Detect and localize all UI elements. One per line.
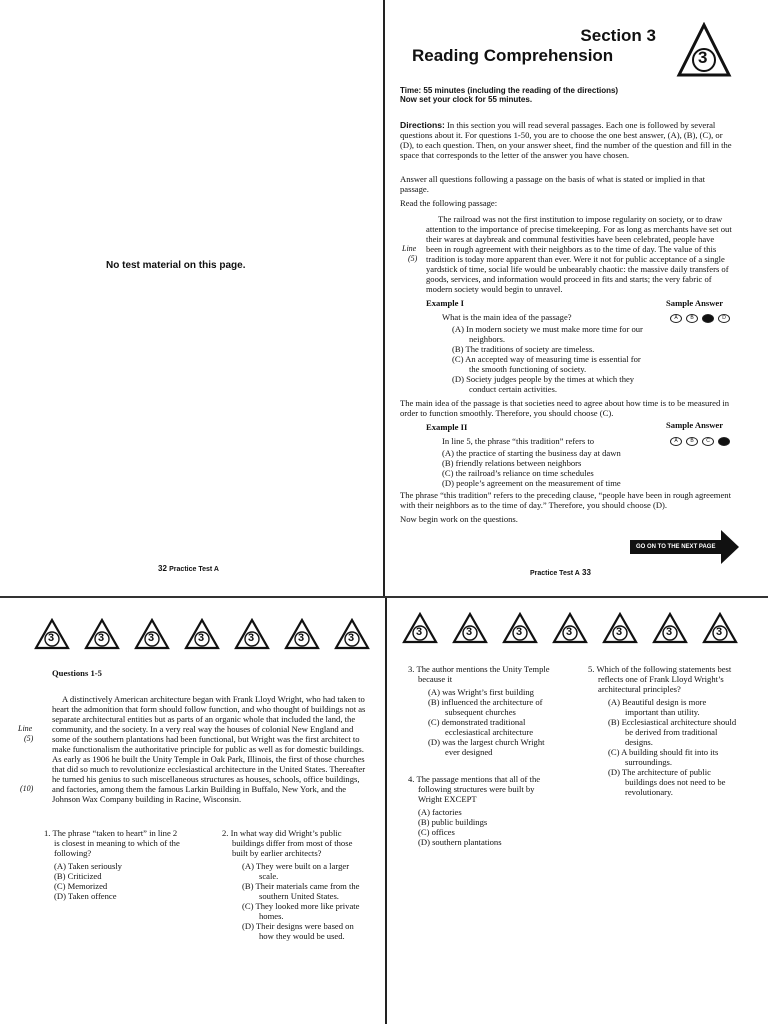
line-5-marker: (5) xyxy=(24,734,34,743)
triangle-badge-icon xyxy=(184,618,220,650)
example-passage: The railroad was not the first institution to impose regularity on society, or to draw attention to the importance of precise timekeeping. For as long as merchants have set out their wares at daybreak and communal festivities have been celebrated, people have been in rough agreement with their neighbors as to the time of day. The value of this tradition is today more apparent than ever. Were it not for public acceptance of a single yardstick of time, social life would be unbearably chaotic: the massive daily transfers of goods, services, and information would proceed in fits and starts; the very fabric of modern society would begin to unravel. xyxy=(426,214,732,294)
option: (D) southern plantations xyxy=(418,837,502,847)
answer-bubble-b: B xyxy=(686,437,698,446)
footer-label: Practice Test A xyxy=(169,566,219,573)
example-2-explanation: The phrase “this tradition” refers to the preceding clause, “people have been in rough agreement with their neighbors as to the time of day.” Therefore, you should choose (D). xyxy=(400,490,731,510)
directions-text: In this section you will read several passages. Each one is followed by several questions about it. For questions 1-50, you are to choose the one best answer, (A), (B), (C), or (D), to each question. Then, on your answer sheet, find the number of the question and fill in the space that corresponds to the letter of the answer you have chosen. xyxy=(400,120,732,160)
begin-work-text: Now begin work on the questions. xyxy=(400,514,518,524)
section-badge-number: 3 xyxy=(698,48,708,67)
page-33 xyxy=(384,0,768,598)
question-1 xyxy=(44,828,184,901)
directions-block xyxy=(400,120,732,160)
triangle-badge-icon xyxy=(234,618,270,650)
option: (B) public buildings xyxy=(418,817,488,827)
triangle-badge-icon xyxy=(552,612,588,644)
option: (C) Memorized xyxy=(54,881,108,891)
triangle-badge-number: 3 xyxy=(416,626,423,638)
answer-bubble-b: B xyxy=(686,314,698,323)
option: (B) friendly relations between neighbors xyxy=(442,458,582,468)
questions-passage: A distinctively American architecture began with Frank Lloyd Wright, who had taken to heart the admonition that form should follow function, and who thought of buildings not as separate architectural entities but as parts of an organic whole that included the land, the community, and the society. In a very real way the houses of colonial New England and some of the southern plantations had been functional, but Wright was the first architect to make functionalism the authoritative principle for public as well as for domestic buildings. As early as 1906 he built the Unity Temple in Oak Park, Illinois, the first of those churches that did so much to revolutionize ecclesiastical architecture in the United States. Thereafter he turned his genius to such miscellaneous structures as houses, schools, office buildings, and factories, among them the famous Larkin Building in Buffalo, New York, and the Johnson Wax Company building in Racine, Wisconsin. xyxy=(52,694,366,804)
option: (C) demonstrated traditional ecclesiastical architecture xyxy=(428,717,534,737)
option: (B) The traditions of society are timeless. xyxy=(452,344,595,354)
section-badge xyxy=(676,22,732,78)
triangle-badge-number: 3 xyxy=(616,626,623,638)
example-2-question: In line 5, the phrase “this tradition” refers to xyxy=(442,436,595,446)
option: (C) A building should fit into its surroundings. xyxy=(608,747,719,767)
section-subtitle: Reading Comprehension xyxy=(412,46,614,65)
question-2 xyxy=(222,828,370,941)
page-bottom-left xyxy=(0,598,384,1024)
triangle-badge-number: 3 xyxy=(198,632,205,644)
triangle-badge-icon xyxy=(502,612,538,644)
example-1-label: Example I xyxy=(426,298,464,308)
arrow-right-icon xyxy=(721,530,739,564)
example-2-sample-answer xyxy=(670,437,730,446)
option: (A) factories xyxy=(418,807,462,817)
triangle-badge-icon xyxy=(84,618,120,650)
answer-bubble-d: D xyxy=(718,314,730,323)
option: (D) The architecture of public buildings does not need to be revolutionary. xyxy=(608,767,726,797)
triangle-badge-number: 3 xyxy=(466,626,473,638)
triangle-badge-number: 3 xyxy=(566,626,573,638)
option: (A) They were built on a larger scale. xyxy=(242,861,350,881)
answer-all-text: Answer all questions following a passage on the basis of what is stated or implied in that passage. xyxy=(400,174,706,194)
example-2-label: Example II xyxy=(426,422,468,432)
question-2-stem: 2. In what way did Wright’s public buildings differ from most of those built by earlier architects? xyxy=(222,828,353,858)
option: (D) Society judges people by the times at which they conduct certain activities. xyxy=(452,374,635,394)
example-1-question: What is the main idea of the passage? xyxy=(442,312,572,322)
triangle-badge-icon xyxy=(284,618,320,650)
option: (B) Ecclesiastical architecture should be derived from traditional designs. xyxy=(608,717,737,747)
question-5 xyxy=(588,664,740,797)
answer-bubble-d-filled xyxy=(718,437,730,446)
option: (D) Their designs were based on how they would be used. xyxy=(242,921,354,941)
option: (A) was Wright’s first building xyxy=(428,687,534,697)
triangle-badge-icon xyxy=(652,612,688,644)
page-bottom-right xyxy=(384,598,768,1024)
triangle-badge-icon xyxy=(602,612,638,644)
option: (C) the railroad’s reliance on time schedules xyxy=(442,468,594,478)
questions-heading: Questions 1-5 xyxy=(52,668,102,678)
line-label: Line xyxy=(18,724,33,733)
line-5-marker: (5) xyxy=(408,254,418,263)
example-1-options xyxy=(442,324,652,394)
question-1-stem: 1. The phrase “taken to heart” in line 2 is closest in meaning to which of the following? xyxy=(44,828,180,858)
go-on-label: GO ON TO THE NEXT PAGE xyxy=(630,540,721,554)
sample-answer-1-label: Sample Answer xyxy=(666,298,724,308)
option: (C) They looked more like private homes. xyxy=(242,901,360,921)
option: (D) people’s agreement on the measurement of time xyxy=(442,478,621,488)
example-2-options xyxy=(442,448,672,488)
triangle-badge-number: 3 xyxy=(98,632,105,644)
option: (C) offices xyxy=(418,827,455,837)
triangle-badge-icon xyxy=(134,618,170,650)
badge-row xyxy=(402,612,738,644)
option: (D) Taken offence xyxy=(54,891,117,901)
triangle-badge-number: 3 xyxy=(148,632,155,644)
triangle-badge-icon xyxy=(452,612,488,644)
triangle-badge-number: 3 xyxy=(48,632,55,644)
option: (A) the practice of starting the business day at dawn xyxy=(442,448,621,458)
option: (B) Criticized xyxy=(54,871,102,881)
example-1-explanation: The main idea of the passage is that societies need to agree about how time is to be measured in order to function smoothly. Therefore, you should choose (C). xyxy=(400,398,730,418)
question-3 xyxy=(408,664,560,757)
question-4-stem: 4. The passage mentions that all of the following structures were built by Wright EXCEPT xyxy=(408,774,541,804)
option: (D) was the largest church Wright ever designed xyxy=(428,737,545,757)
option: (A) Beautiful design is more important than utility. xyxy=(608,697,707,717)
footer-label: Practice Test A xyxy=(530,570,580,577)
answer-bubble-c-filled xyxy=(702,314,714,323)
line-10-marker: (10) xyxy=(20,784,34,793)
triangle-badge-number: 3 xyxy=(716,626,723,638)
answer-bubble-a: A xyxy=(670,437,682,446)
option: (B) influenced the architecture of subsequent churches xyxy=(428,697,543,717)
line-label: Line xyxy=(402,244,417,253)
question-5-stem: 5. Which of the following statements best reflects one of Frank Lloyd Wright’s architectural principles? xyxy=(588,664,732,694)
triangle-badge-icon xyxy=(334,618,370,650)
page-number: 32 xyxy=(158,564,167,573)
badge-row xyxy=(34,618,370,650)
example-1-sample-answer xyxy=(670,314,730,323)
section-title: Section 3 xyxy=(580,26,656,45)
time-line-1: Time: 55 minutes (including the reading of the directions) xyxy=(400,86,619,95)
triangle-badge-number: 3 xyxy=(248,632,255,644)
page-footer-left xyxy=(158,564,219,573)
question-3-stem: 3. The author mentions the Unity Temple because it xyxy=(408,664,550,684)
time-line-2: Now set your clock for 55 minutes. xyxy=(400,95,533,104)
triangle-badge-number: 3 xyxy=(666,626,673,638)
answer-bubble-c: C xyxy=(702,437,714,446)
read-following-text: Read the following passage: xyxy=(400,198,498,208)
option: (A) In modern society we must make more time for our neighbors. xyxy=(452,324,643,344)
triangle-badge-number: 3 xyxy=(298,632,305,644)
question-4 xyxy=(408,774,560,847)
option: (B) Their materials came from the southern United States. xyxy=(242,881,360,901)
sample-answer-2-label: Sample Answer xyxy=(666,420,724,430)
directions-label: Directions: xyxy=(400,120,445,130)
triangle-badge-number: 3 xyxy=(348,632,355,644)
page-footer-right xyxy=(530,568,591,577)
triangle-badge-icon xyxy=(702,612,738,644)
option: (C) An accepted way of measuring time is essential for the smooth functioning of society. xyxy=(452,354,641,374)
answer-bubble-a: A xyxy=(670,314,682,323)
triangle-badge-number: 3 xyxy=(516,626,523,638)
triangle-badge-icon xyxy=(34,618,70,650)
page-32 xyxy=(0,0,384,598)
no-material-notice: No test material on this page. xyxy=(106,260,246,271)
triangle-badge-icon xyxy=(402,612,438,644)
page-number: 33 xyxy=(582,568,591,577)
go-on-banner xyxy=(630,530,739,564)
option: (A) Taken seriously xyxy=(54,861,122,871)
